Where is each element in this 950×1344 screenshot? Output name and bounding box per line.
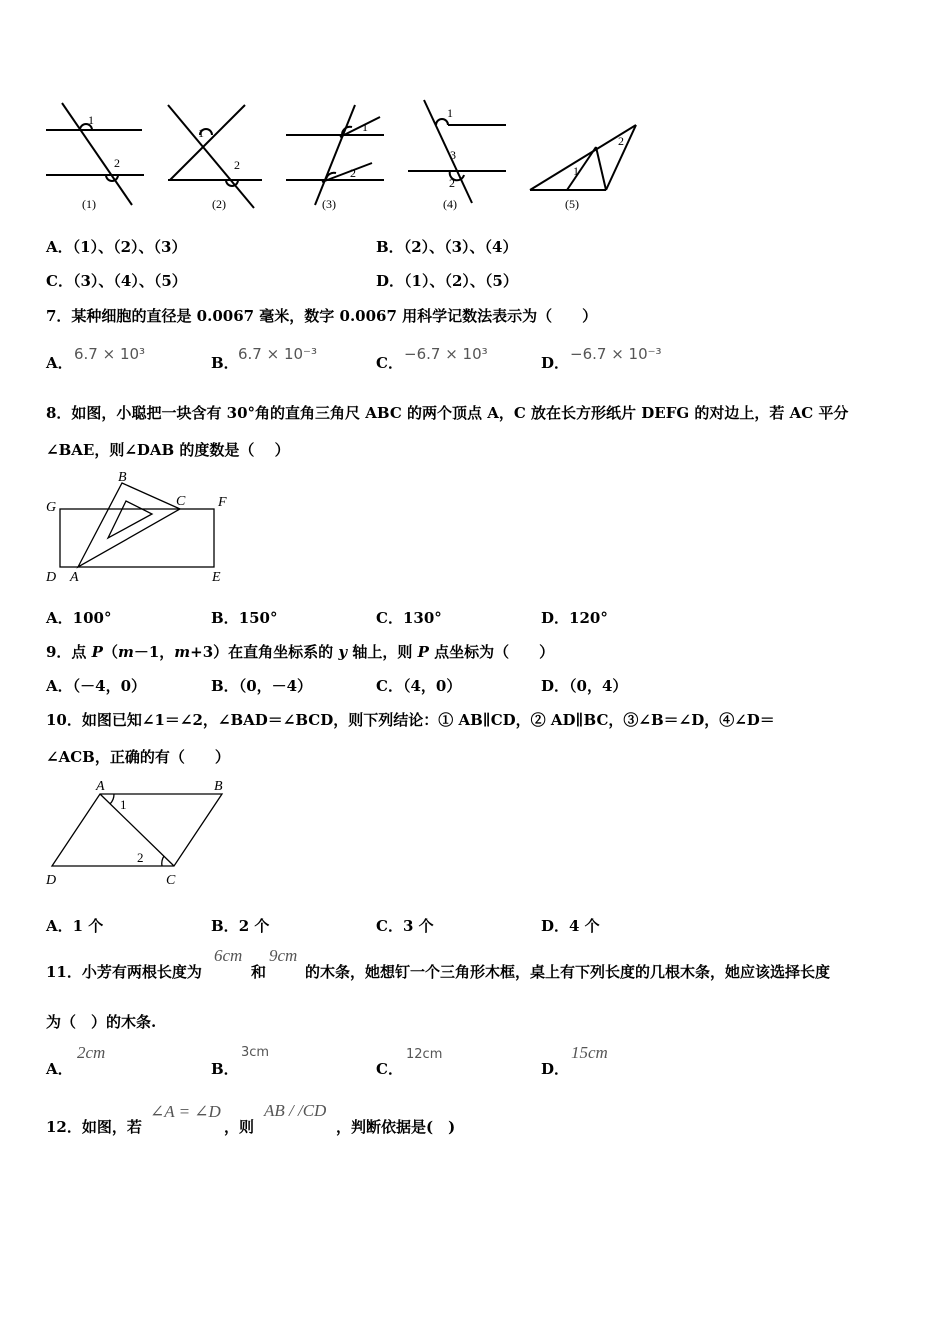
- q9-var-y: y: [338, 643, 348, 661]
- q6-fig3-angle2: 2: [350, 166, 356, 180]
- q7-option-a-math: 6.7 × 10³: [74, 345, 146, 363]
- q12-stem-pre: 12．如图，若: [46, 1118, 142, 1136]
- option-key: D．: [541, 609, 570, 627]
- option-key: C．: [376, 917, 403, 935]
- option-text: （1）、（2）、（5）: [404, 272, 518, 290]
- q10-figure: [40, 772, 240, 892]
- q10-option-b[interactable]: [211, 915, 269, 936]
- q6-fig1-angle2: 2: [114, 156, 120, 170]
- q6-option-c[interactable]: [46, 270, 187, 291]
- option-text: （0，4）: [569, 677, 628, 695]
- q11-option-b-math: 3cm: [241, 1045, 270, 1060]
- option-text: 2 个: [238, 917, 270, 935]
- q9-paren: （: [102, 643, 118, 661]
- q10-option-d[interactable]: [541, 915, 600, 936]
- q8-label-d: D: [46, 570, 57, 585]
- q6-option-a[interactable]: [46, 236, 186, 257]
- q6-fig2-angle1: 1: [198, 126, 204, 140]
- option-key: B．: [211, 609, 239, 627]
- option-key: C．: [376, 677, 403, 695]
- option-text: （2）、（3）、（4）: [403, 238, 518, 256]
- option-text: （－4，0）: [72, 677, 147, 695]
- q11-option-c[interactable]: [376, 1058, 403, 1079]
- q11-option-a-math: 2cm: [77, 1043, 106, 1062]
- q8-stem-line2: ∠BAE，则∠DAB 的度数是（ ）: [46, 441, 290, 459]
- q6-fig-caption-3: (3): [322, 197, 336, 211]
- q10-stem-line1: 10．如图已知∠1＝∠2，∠BAD＝∠BCD，则下列结论：① AB∥CD，② AD∥BC，③∠B＝∠D，④∠D＝: [46, 711, 775, 729]
- q7-option-b-math: 6.7 × 10⁻³: [238, 345, 317, 363]
- q6-option-d[interactable]: [376, 270, 518, 291]
- q11-stem-post: 的木条，她想钉一个三角形木框，桌上有下列长度的几根木条，她应该选择长度: [305, 963, 831, 981]
- option-key: D．: [541, 917, 570, 935]
- q6-fig5-angle1: 1: [573, 164, 579, 178]
- q10-option-a[interactable]: [46, 915, 103, 936]
- q8-option-d[interactable]: [541, 607, 608, 628]
- option-key: B．: [211, 354, 239, 372]
- option-text: （1）、（2）、（3）: [72, 238, 187, 256]
- q11-option-c-math: 12cm: [406, 1047, 443, 1062]
- q12-condition: ∠A = ∠D: [150, 1102, 221, 1121]
- q11-option-d[interactable]: [541, 1058, 569, 1079]
- q8-option-a[interactable]: [46, 607, 111, 628]
- q6-fig4-angle3: 3: [450, 148, 456, 162]
- option-key: D．: [541, 354, 570, 372]
- option-text: 130°: [402, 609, 442, 627]
- option-key: B．: [211, 1060, 239, 1078]
- option-text: （3）、（4）、（5）: [72, 272, 187, 290]
- q9-stem-pre: 9．点: [46, 643, 92, 661]
- option-key: A．: [46, 677, 73, 695]
- option-key: A．: [46, 917, 73, 935]
- q10-label-b: B: [214, 779, 223, 794]
- q8-label-c: C: [176, 494, 186, 509]
- q9-stem: [46, 641, 554, 662]
- q12-stem-post: ，判断依据是( ): [336, 1118, 456, 1136]
- q7-option-c-math: −6.7 × 10³: [404, 345, 488, 363]
- q10-stem-line2: ∠ACB，正确的有（ ）: [46, 748, 230, 766]
- q7-stem: 7．某种细胞的直径是 0.0067 毫米，数字 0.0067 用科学记数法表示为（ ）: [46, 307, 598, 325]
- option-key: A．: [46, 609, 73, 627]
- option-text: （4，0）: [402, 677, 462, 695]
- q9-var-m2: m: [174, 643, 191, 661]
- q6-fig4-angle1: 1: [447, 106, 453, 120]
- q6-fig-caption-5: (5): [565, 197, 579, 211]
- option-key: D．: [376, 272, 405, 290]
- q7-option-a[interactable]: [46, 352, 73, 373]
- q12-mid: ，则: [224, 1118, 255, 1136]
- option-text: 4 个: [569, 917, 600, 935]
- q6-fig3-angle1: 1: [362, 120, 368, 134]
- q11-stem-line2: 为（ ）的木条.: [46, 1013, 157, 1031]
- q6-fig5-angle2: 2: [618, 134, 624, 148]
- q10-angle-1: 1: [120, 797, 127, 812]
- q10-label-d: D: [46, 873, 57, 888]
- q8-label-a: A: [70, 570, 79, 585]
- q6-fig-caption-1: (1): [82, 197, 96, 211]
- q8-option-c[interactable]: [376, 607, 442, 628]
- option-key: C．: [376, 1060, 403, 1078]
- option-text: 3 个: [402, 917, 434, 935]
- q9-option-c[interactable]: [376, 675, 461, 696]
- q8-option-b[interactable]: [211, 607, 278, 628]
- q9-var-m1: m: [117, 643, 134, 661]
- q6-fig-caption-2: (2): [212, 197, 226, 211]
- q7-option-d-math: −6.7 × 10⁻³: [570, 345, 662, 363]
- q9-plus: +3）在直角坐标系的: [190, 643, 339, 661]
- option-key: D．: [541, 677, 570, 695]
- q10-label-c: C: [166, 873, 176, 888]
- q11-and: 和: [251, 963, 267, 981]
- option-key: B．: [211, 917, 239, 935]
- q6-option-b[interactable]: [376, 236, 518, 257]
- q10-label-a: A: [96, 779, 105, 794]
- option-key: A．: [46, 1060, 73, 1078]
- option-key: B．: [211, 677, 239, 695]
- q11-stem-pre: 11．小芳有两根长度为: [46, 963, 202, 981]
- q8-stem-line1: 8．如图，小聪把一块含有 30°角的直角三角尺 ABC 的两个顶点 A，C 放在长方形纸片 DEFG 的对边上，若 AC 平分: [46, 404, 849, 422]
- q8-label-b: B: [118, 470, 127, 485]
- q11-option-d-math: 15cm: [571, 1043, 608, 1062]
- q9-minus: －1，: [133, 643, 175, 661]
- q6-fig1-angle1: 1: [88, 113, 94, 127]
- q9-stem-post: 点坐标为（ ）: [428, 643, 555, 661]
- q11-len2: 9cm: [269, 946, 298, 965]
- option-text: （0，－4）: [238, 677, 313, 695]
- q8-label-g: G: [46, 500, 57, 515]
- q9-stem-mid: 轴上，则: [347, 643, 418, 661]
- q7-option-c[interactable]: [376, 352, 403, 373]
- option-key: C．: [376, 354, 403, 372]
- q9-option-d[interactable]: [541, 675, 627, 696]
- option-text: 150°: [238, 609, 278, 627]
- option-key: B．: [376, 238, 404, 256]
- q6-fig2-angle2: 2: [234, 158, 240, 172]
- option-key: A．: [46, 354, 73, 372]
- option-key: C．: [376, 609, 403, 627]
- q6-figures: [40, 95, 650, 220]
- option-text: 120°: [569, 609, 608, 627]
- option-text: 100°: [72, 609, 112, 627]
- q6-fig-caption-4: (4): [443, 197, 457, 211]
- q8-figure: [40, 463, 240, 588]
- q7-option-b[interactable]: [211, 352, 239, 373]
- q12-conclusion: AB / /CD: [264, 1101, 327, 1120]
- q9-var-p: P: [91, 643, 103, 661]
- q10-angle-2: 2: [137, 850, 144, 865]
- option-key: D．: [541, 1060, 570, 1078]
- q10-option-c[interactable]: [376, 915, 434, 936]
- q9-option-a[interactable]: [46, 675, 146, 696]
- option-key: A．: [46, 238, 73, 256]
- option-text: 1 个: [72, 917, 104, 935]
- q11-option-b[interactable]: [211, 1058, 239, 1079]
- q8-label-e: E: [212, 570, 221, 585]
- option-key: C．: [46, 272, 73, 290]
- q9-var-p2: P: [417, 643, 429, 661]
- q7-option-d[interactable]: [541, 352, 569, 373]
- q11-option-a[interactable]: [46, 1058, 73, 1079]
- q8-label-f: F: [218, 495, 227, 510]
- q9-option-b[interactable]: [211, 675, 312, 696]
- q11-len1: 6cm: [214, 946, 243, 965]
- q6-fig4-angle2: 2: [449, 176, 455, 190]
